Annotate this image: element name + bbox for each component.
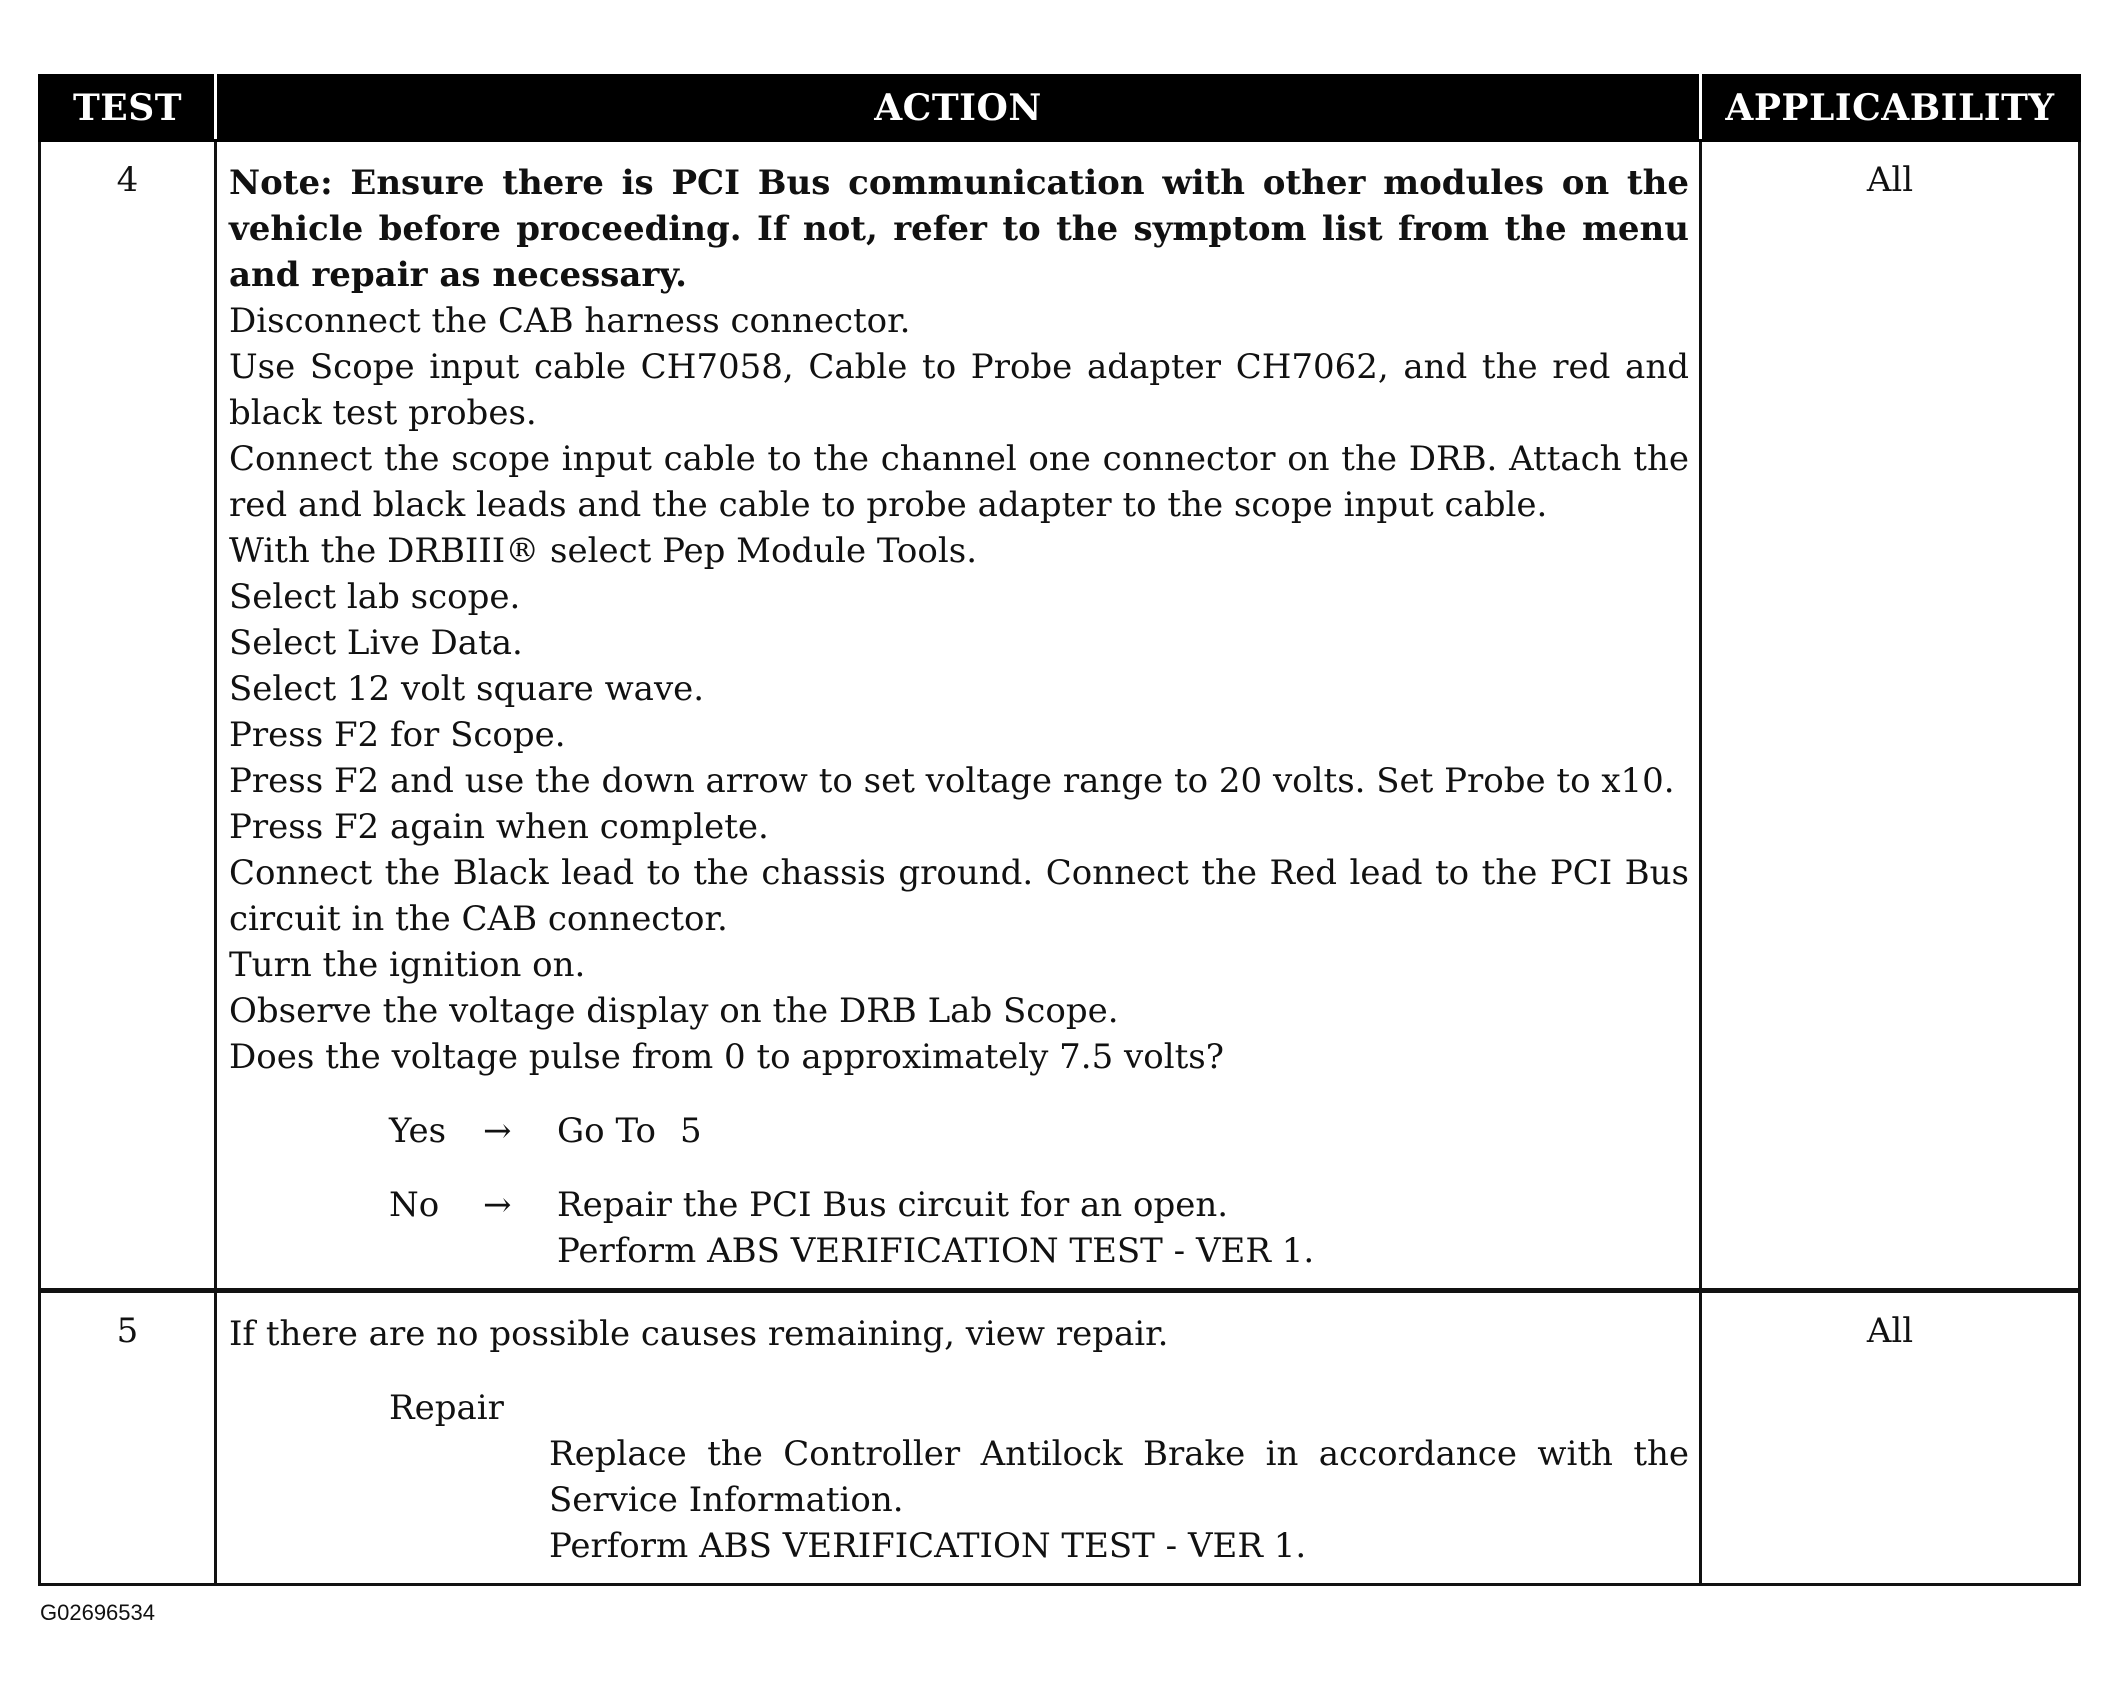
step: With the DRBIII® select Pep Module Tools.: [229, 531, 977, 571]
right-arrow-icon: →: [483, 1111, 512, 1151]
header-test: TEST: [40, 76, 216, 141]
test-number: 5: [40, 1291, 216, 1585]
figure-id: G02696534: [40, 1600, 155, 1625]
applicability-value: All: [1701, 141, 2080, 1291]
repair-block: [389, 1385, 1689, 1569]
yes-result: [557, 1108, 1689, 1154]
no-result-line: Repair the PCI Bus circuit for an open.: [557, 1185, 1229, 1225]
yes-label: Yes: [389, 1111, 447, 1151]
step: Press F2 and use the down arrow to set voltage range to 20 volts. Set Probe to x10. Press F2 again when complete.: [229, 761, 1675, 847]
step: Observe the voltage display on the DRB Lab Scope.: [229, 991, 1119, 1031]
repair-label: Repair: [389, 1388, 504, 1428]
test-number: 4: [40, 141, 216, 1291]
table-header-row: [40, 76, 2080, 141]
goto-target: 5: [679, 1111, 702, 1151]
action-cell: [216, 141, 1701, 1291]
step: Connect the scope input cable to the channel one connector on the DRB. Attach the red and black leads and the cable to probe adapter to the scope input cable.: [229, 439, 1689, 525]
table-row: [40, 141, 2080, 1291]
step: Does the voltage pulse from 0 to approximately 7.5 volts?: [229, 1037, 1224, 1077]
step: Select 12 volt square wave.: [229, 669, 705, 709]
no-result: [557, 1182, 1689, 1274]
diagnostic-test-table: [38, 74, 2081, 1586]
goto-text: Go To: [557, 1111, 656, 1151]
no-label: No: [389, 1185, 440, 1225]
repair-detail: Replace the Controller Antilock Brake in accordance with the Service Information.: [549, 1434, 1689, 1520]
step: Disconnect the CAB harness connector.: [229, 301, 911, 341]
step: Use Scope input cable CH7058, Cable to Probe adapter CH7062, and the red and black test probes.: [229, 347, 1689, 433]
right-arrow-icon: →: [483, 1185, 512, 1225]
step: Connect the Black lead to the chassis ground. Connect the Red lead to the PCI Bus circuit in the CAB connector.: [229, 853, 1689, 939]
step: Turn the ignition on.: [229, 945, 586, 985]
action-cell: [216, 1291, 1701, 1585]
table-row: [40, 1291, 2080, 1585]
no-result-line: Perform ABS VERIFICATION TEST - VER 1.: [557, 1231, 1315, 1271]
repair-detail: Perform ABS VERIFICATION TEST - VER 1.: [549, 1526, 1307, 1566]
step: Select Live Data.: [229, 623, 523, 663]
header-applicability: APPLICABILITY: [1701, 76, 2080, 141]
header-action: ACTION: [216, 76, 1701, 141]
outcome-yes: [389, 1108, 1689, 1154]
step: Select lab scope.: [229, 577, 521, 617]
outcome-no: [389, 1182, 1689, 1274]
applicability-value: All: [1701, 1291, 2080, 1585]
step: If there are no possible causes remaining, view repair.: [229, 1314, 1169, 1354]
note-text: Note: Ensure there is PCI Bus communication with other modules on the vehicle before proceeding. If not, refer to the symptom list from the menu and repair as necessary.: [229, 163, 1689, 295]
step: Press F2 for Scope.: [229, 715, 566, 755]
